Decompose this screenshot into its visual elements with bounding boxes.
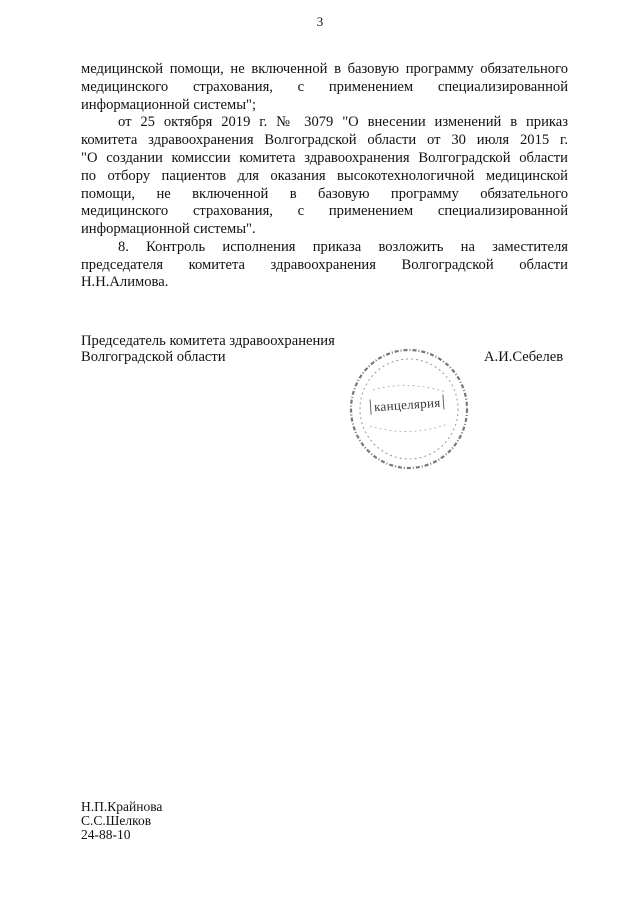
paragraph-2-line: помощи, не включенной в базовую программу обязательного [81, 186, 568, 202]
contacts-block [81, 800, 162, 842]
page-number: 3 [316, 14, 324, 29]
paragraph-2-line: информационной системы". [81, 221, 256, 237]
contact-name: Н.П.Крайнова [81, 799, 163, 814]
paragraph-2-line: от 25 октября 2019 г. № 3079 "О внесении изменений в приказ [118, 114, 568, 130]
paragraph-3-line: председателя комитета здравоохранения Волгоградской области [81, 257, 568, 273]
paragraph-2-line: "О создании комиссии комитета здравоохранения Волгоградской области [81, 150, 568, 166]
office-stamp [348, 346, 470, 472]
paragraph-2-line: медицинского страхования, с применением специализированной [81, 203, 568, 219]
signature-name: А.И.Себелев [484, 349, 564, 365]
paragraph-1-line: медицинского страхования, с применением специализированной [81, 79, 568, 95]
paragraph-1-line: медицинской помощи, не включенной в базовую программу обязательного [81, 61, 568, 77]
paragraph-1-line: информационной системы"; [81, 97, 257, 113]
contact-phone: 24-88-10 [81, 827, 131, 842]
signature-position-line: Председатель комитета здравоохранения [81, 333, 335, 349]
paragraph-2-line: по отбору пациентов для оказания высокотехнологичной медицинской [81, 168, 568, 184]
paragraph-3-line: Н.Н.Алимова. [81, 274, 169, 290]
signature-position-line: Волгоградской области [81, 349, 226, 365]
paragraph-2-line: комитета здравоохранения Волгоградской области от 30 июля 2015 г. [81, 132, 568, 148]
contact-name: С.С.Шелков [81, 813, 152, 828]
stamp-text: канцелярия [370, 394, 445, 414]
paragraph-3-line: 8. Контроль исполнения приказа возложить на заместителя [118, 239, 568, 255]
